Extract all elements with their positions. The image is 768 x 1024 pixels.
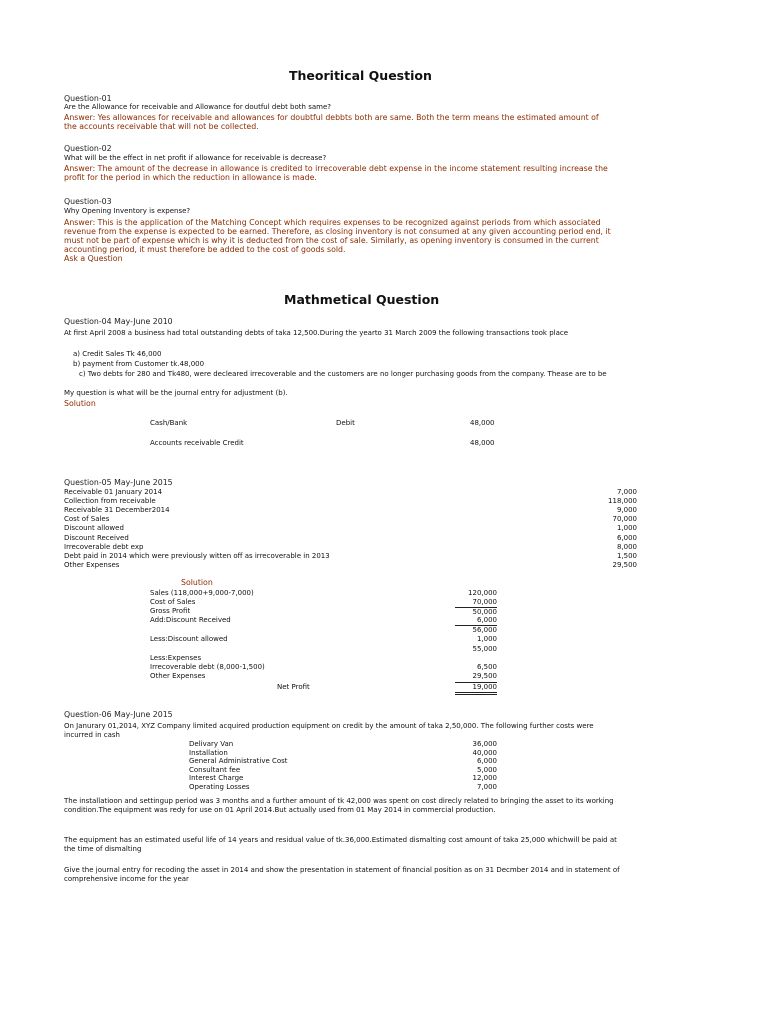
question-04-intro: At first April 2008 a business had total outstanding debts of taka 12,500.During the yearto 31 March 2009 the following transactions took place [64, 329, 569, 337]
question-06-p3-line2: comprehensive income for the year [64, 875, 189, 883]
given-item-value: 9,000 [616, 506, 637, 515]
solution-row-value: 120,000 [468, 589, 497, 597]
cost-item-label: Operating Losses [189, 783, 250, 791]
question-06-p2-line2: the time of dismalting [64, 845, 142, 853]
cost-item-label: Interest Charge [189, 774, 244, 783]
question-06-p2-line1: The equipment has an estimated useful life of 14 years and residual value of tk.36,000.Estimated dismalting cost amount of taka 25,000 whichwill be paid at [64, 836, 617, 844]
question-04-my-question: My question is what will be the journal entry for adjustment (b). [64, 389, 288, 397]
given-item-label: Other Expenses [64, 560, 120, 569]
solution-row-value: 29,500 [472, 672, 497, 680]
question-01-text: Are the Allowance for receivable and Allowance for doutful debt both same? [64, 103, 331, 111]
question-02-text: What will be the effect in net profit if allowance for receivable is decrease? [64, 154, 327, 162]
given-item-value: 70,000 [612, 515, 637, 524]
journal-row1-side: Debit [336, 419, 355, 427]
question-05-solution-label: Solution [181, 578, 213, 587]
ask-question-link[interactable]: Ask a Question [64, 254, 123, 263]
journal-row2-amount: 48,000 [470, 439, 495, 447]
solution-row-label: Other Expenses [150, 672, 206, 680]
net-profit-value: 19,000 [455, 682, 497, 695]
cost-item-value: 12,000 [472, 774, 497, 783]
solution-row-label: Less:Discount allowed [150, 635, 228, 643]
given-item-label: Irrecoverable debt exp [64, 542, 144, 551]
net-profit-label: Net Profit [277, 683, 310, 691]
given-item-label: Discount Received [64, 533, 129, 542]
question-06-intro-line1: On Janurary 01,2014, XYZ Company limited acquired production equipment on credit by the amount of taka 2,50,000. The following further costs were [64, 722, 594, 730]
section-title-mathematical: Mathmetical Question [284, 292, 440, 307]
answer-02-line1: Answer: The amount of the decrease in allowance is credited to irrecoverable debt expense in the income statement resulting increase the [64, 164, 608, 173]
given-item-label: Receivable 01 January 2014 [64, 488, 163, 496]
given-item-label: Cost of Sales [64, 515, 110, 524]
journal-row2-account: Accounts receivable Credit [150, 439, 244, 447]
cost-item-value: 5,000 [476, 765, 497, 774]
section-title-theoretical: Theoritical Question [289, 68, 432, 83]
question-03-label: Question-03 [64, 197, 112, 206]
solution-row-label: Less:Expenses [150, 654, 202, 662]
given-item-value: 7,000 [616, 488, 637, 496]
solution-row-label: Gross Profit [150, 607, 191, 615]
cost-item-label: General Administrative Cost [189, 757, 288, 766]
cost-item-label: Installation [189, 748, 228, 757]
question-05-label: Question-05 May-June 2015 [64, 478, 173, 487]
answer-03-line4: accounting period, it must therefore be added to the cost of goods sold. [64, 245, 346, 254]
answer-03-line2: revenue from the expense is expected to be earned. Therefore, as closing inventory is not consumed at any given accounting period end, it [64, 227, 611, 236]
cost-item-value: 40,000 [472, 748, 497, 757]
given-item-value: 8,000 [616, 542, 637, 551]
given-item-label: Receivable 31 December2014 [64, 506, 170, 515]
answer-02-line2: profit for the period in which the reduction in allowance is made. [64, 173, 317, 182]
given-item-label: Debt paid in 2014 which were previously witten off as irrecoverable in 2013 [64, 551, 330, 560]
answer-01-line2: the accounts receivable that will not be collected. [64, 122, 259, 131]
question-04-item-a: a) Credit Sales Tk 46,000 [73, 350, 162, 358]
solution-row-value: 70,000 [472, 598, 497, 606]
answer-03-line3: must not be part of expense which is why it is deducted from the cost of sale. Similarly, as opening inventory is consumed in the current [64, 236, 599, 245]
question-04-item-c: c) Two debts for 280 and Tk480, were decleared irrecoverable and the customers are no longer purchasing goods from the company. Thease are to be [79, 370, 607, 378]
solution-row-value: 56,000 [455, 625, 497, 635]
question-06-p3-line1: Give the journal entry for recoding the asset in 2014 and show the presentation in statement of financial position as on 31 Decmber 2014 and in statement of [64, 866, 620, 874]
cost-item-label: Delivary Van [189, 740, 234, 748]
given-item-value: 6,000 [616, 533, 637, 542]
question-02-label: Question-02 [64, 144, 112, 153]
cost-item-value: 36,000 [472, 740, 497, 748]
given-item-value: 1,000 [616, 524, 637, 533]
question-04-item-b: b) payment from Customer tk.48,000 [73, 360, 205, 368]
journal-row1-account: Cash/Bank [150, 419, 188, 427]
given-item-value: 1,500 [616, 551, 637, 560]
question-03-text: Why Opening Inventory is expense? [64, 207, 191, 215]
given-item-value: 29,500 [612, 560, 637, 569]
cost-item-value: 7,000 [476, 783, 497, 791]
question-04-label: Question-04 May-June 2010 [64, 317, 173, 326]
question-06-p1-line1: The installatioon and settingup period was 3 months and a further amount of tk 42,000 was spent on cost direcly related to bringing the asset to its working [64, 797, 614, 805]
cost-item-value: 6,000 [476, 757, 497, 766]
answer-01-line1: Answer: Yes allowances for receivable and allowances for doubtful debbts both are same. Both the term means the estimated amount of [64, 113, 599, 122]
question-06-label: Question-06 May-June 2015 [64, 710, 173, 719]
question-06-intro-line2: incurred in cash [64, 731, 120, 739]
solution-row-label: Add:Discount Received [150, 616, 231, 624]
solution-row-value: 55,000 [472, 645, 497, 653]
solution-row-value: 50,000 [455, 607, 497, 617]
solution-row-value: 6,500 [476, 663, 497, 671]
given-item-label: Discount allowed [64, 524, 124, 533]
question-01-label: Question-01 [64, 94, 112, 103]
journal-row1-amount: 48,000 [470, 419, 495, 427]
cost-item-label: Consultant fee [189, 765, 241, 774]
question-04-solution-label: Solution [64, 399, 96, 408]
question-06-p1-line2: condition.The equipment was redy for use on 01 April 2014.But actually used from 01 May 2014 in commercial production. [64, 806, 496, 814]
given-item-value: 118,000 [608, 497, 637, 506]
solution-row-label: Sales (118,000+9,000-7,000) [150, 589, 254, 597]
solution-row-value: 6,000 [455, 616, 497, 626]
given-item-label: Collection from receivable [64, 497, 156, 506]
solution-row-label: Cost of Sales [150, 598, 196, 606]
solution-row-value: 1,000 [476, 635, 497, 643]
solution-row-label: Irrecoverable debt (8,000-1,500) [150, 663, 265, 671]
answer-03-line1: Answer: This is the application of the Matching Concept which requires expenses to be recognized against periods from which associated [64, 218, 601, 227]
